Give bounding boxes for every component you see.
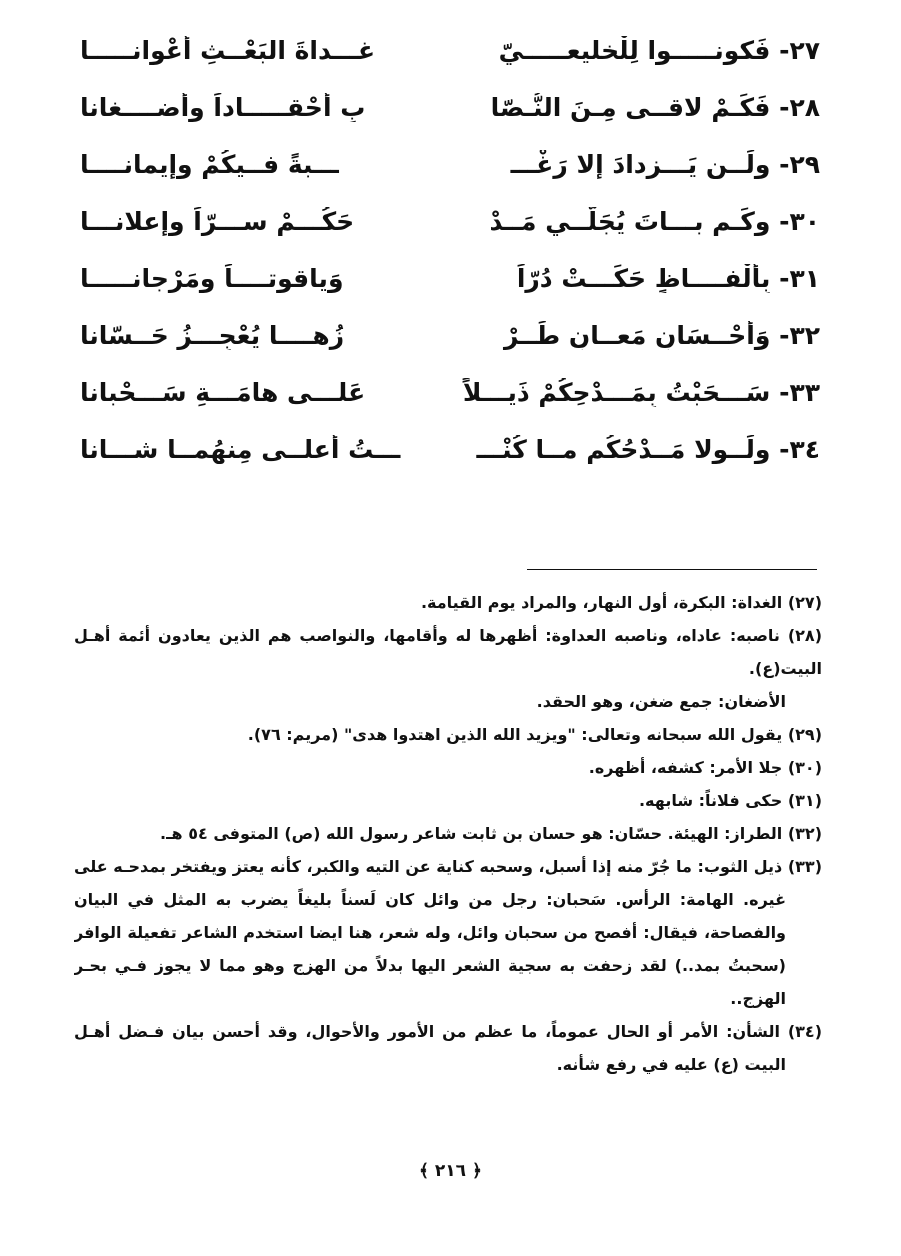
verse-second-hemistich: حَكُـــمْ ســـرّاً وإعلانـــا xyxy=(80,207,355,236)
verse-33 xyxy=(80,364,820,421)
page-number: ﴿ ٢١٦ ﴾ xyxy=(419,1161,482,1181)
verse-first-hemistich: ٣٢- وَأَحْــسَانِ مَعــانٍ طَــرْ xyxy=(504,321,820,350)
verse-first-hemistich: ٣٤- ولَــولا مَــدْحُكُم مــا كُنْـــ xyxy=(476,435,820,464)
footnotes xyxy=(74,586,822,1081)
footnote-30: (٣٠) جلا الأمر: كشفه، أظهره. xyxy=(588,758,822,777)
verse-second-hemistich: عَلـــى هامَـــةِ سَـــحْبانا xyxy=(80,378,366,407)
verse-31 xyxy=(80,250,820,307)
verse-second-hemistich: وَياقوتــــاً ومَرْجانـــــا xyxy=(80,264,344,293)
verse-first-hemistich: ٣١- بِألْفــــاظٍ حَكَـــتْ دُرّاً xyxy=(516,264,820,293)
verse-first-hemistich: ٣٣- سَـــحَبْتُ بِمَـــدْحِكُمْ ذَيـــلاً xyxy=(462,378,820,407)
verse-second-hemistich: بِ أَحْقـــــاداً وأَضــــغانا xyxy=(80,93,366,122)
footnote-29: (٢٩) يقول الله سبحانه وتعالى: "ويزيد الله الذين اهتدوا هدى" (مريم: ٧٦). xyxy=(247,725,822,744)
verse-27 xyxy=(80,22,820,79)
verse-second-hemistich: غـــداةَ البَعْــثِ أَعْوانـــــا xyxy=(80,36,376,65)
footnote-28-continuation: الأضغان: جمع ضغن، وهو الحقد. xyxy=(536,692,786,711)
verse-28 xyxy=(80,79,820,136)
verse-second-hemistich: زُهــــا يُعْجِـــزُ حَــسّانا xyxy=(80,321,345,350)
footnote-27: (٢٧) الغداة: البكرة، أول النهار، والمراد يوم القيامة. xyxy=(420,593,822,612)
verse-second-hemistich: ـــتُ أَعلــى مِنهُمــا شـــانا xyxy=(80,435,401,464)
footnote-divider xyxy=(527,569,817,570)
verse-first-hemistich: ٣٠- وكَـم بـــاتَ يُجَلّــي مَــدْ xyxy=(489,207,820,236)
verse-first-hemistich: ٢٧- فَكونـــــوا لِلْخليعـــــيّ xyxy=(498,36,820,65)
verse-32 xyxy=(80,307,820,364)
footnote-33: (٣٣) ذيل الثوب: ما جُرّ منه إذا أسبل، وسحبه كناية عن التيه والكبر، كأنه يعتز ويفتخر بمدحـه على غيره. الهامة: الرأس. سَحبان: رجل من وائل كان لَسناً بليغاً يضرب به المثل في البيان والفصاحة، فيقال: أفصح من سحبان وائل، وله شعر، هنا ايضا استخدم الشاعر تفعيلة الوافر (سحبتُ بمد..) لقد زحفت به سجية الشعر اليها بدلاً من الهزج وهو مما لا يجوز فـي بحـر الهزج.. xyxy=(74,857,822,1008)
footnote-31: (٣١) حكى فلاناً: شابهه. xyxy=(638,791,822,810)
verse-30 xyxy=(80,193,820,250)
footnote-32: (٣٢) الطراز: الهيئة. حسّان: هو حسان بن ثابت شاعر رسول الله (ص) المتوفى ٥٤ هـ. xyxy=(160,824,822,843)
footnote-34: (٣٤) الشأن: الأمر أو الحال عموماً، ما عظم من الأمور والأحوال، وقد أحسن بيان فـضل أهـل البيت (ع) عليه في رفع شأنه. xyxy=(74,1022,822,1074)
verse-first-hemistich: ٢٨- فَكَـمْ لاقــى مِـنَ النُّـصّا xyxy=(490,93,820,122)
footnote-28: (٢٨) ناصبه: عاداه، وناصبه العداوة: أظهرها له وأقامها، والنواصب هم الذين يعادون أئمة أهـل البيت(ع). xyxy=(74,626,822,678)
verse-first-hemistich: ٢٩- ولَــن يَـــزدادَ إلا رَغْـــ xyxy=(510,150,820,179)
verse-second-hemistich: ـــبةً فــيكُمْ وإيمانــــا xyxy=(80,150,339,179)
verse-29 xyxy=(80,136,820,193)
poem xyxy=(80,22,820,478)
verse-34 xyxy=(80,421,820,478)
